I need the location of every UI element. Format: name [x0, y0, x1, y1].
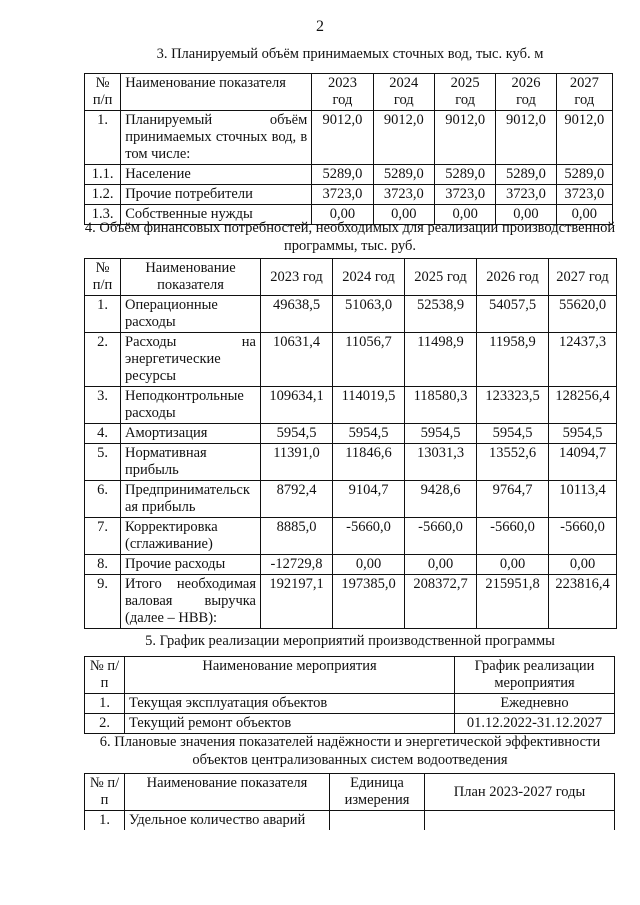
value-cell: -5660,0 [477, 518, 549, 555]
value-cell: 3723,0 [434, 185, 495, 205]
row-name: Расходы на энергетические ресурсы [121, 333, 261, 387]
value-cell: 9104,7 [333, 481, 405, 518]
section3-title: 3. Планируемый объём принимаемых сточных вод, тыс. куб. м [156, 46, 544, 62]
header-cell: № п/п [85, 74, 121, 111]
row-name: Прочие расходы [121, 555, 261, 575]
value-cell: 3723,0 [556, 185, 612, 205]
value-cell: 0,00 [333, 555, 405, 575]
value-cell: 55620,0 [549, 296, 617, 333]
row-number: 1. [85, 296, 121, 333]
value-cell: 5954,5 [477, 424, 549, 444]
value-cell: 9012,0 [434, 111, 495, 165]
table-header-row [85, 74, 613, 111]
table-row [85, 185, 613, 205]
row-name: Население [121, 165, 312, 185]
value-cell: 5289,0 [496, 165, 556, 185]
table-header-row [85, 259, 617, 296]
header-cell: 2023 год [312, 74, 373, 111]
value-cell: 3723,0 [496, 185, 556, 205]
row-number: 2. [85, 333, 121, 387]
row-number: 1. [85, 694, 125, 714]
value-cell: 3723,0 [312, 185, 373, 205]
header-cell: 2027 год [556, 74, 612, 111]
row-number: 7. [85, 518, 121, 555]
table-row [85, 111, 613, 165]
value-cell: 12437,3 [549, 333, 617, 387]
table-row [85, 555, 617, 575]
header-cell: 2025 год [434, 74, 495, 111]
header-cell: № п/п [85, 657, 125, 694]
value-cell: 11498,9 [405, 333, 477, 387]
value-cell: 5289,0 [373, 165, 434, 185]
value-cell: 9012,0 [556, 111, 612, 165]
section6-title: 6. Плановые значения показателей надёжности и энергетической эффективности объектов централизованных систем водоотведения [99, 734, 601, 768]
header-cell: Наименование показателя [125, 774, 330, 811]
section4-title: 4. Объём финансовых потребностей, необходимых для реализации производственной программы, тыс. руб. [84, 220, 616, 254]
row-number: 8. [85, 555, 121, 575]
table-row [85, 424, 617, 444]
row-number: 1. [85, 811, 125, 831]
value-cell: 51063,0 [333, 296, 405, 333]
schedule-cell: 01.12.2022-31.12.2027 [455, 714, 615, 734]
value-cell: 109634,1 [261, 387, 333, 424]
header-cell: 2026 год [477, 259, 549, 296]
row-number: 5. [85, 444, 121, 481]
row-name: Удельное количество аварий [125, 811, 330, 831]
header-cell: Наименование показателя [121, 74, 312, 111]
value-cell: -5660,0 [405, 518, 477, 555]
section5-table [84, 656, 615, 734]
header-cell: 2024 год [333, 259, 405, 296]
header-cell: Единица измерения [330, 774, 425, 811]
value-cell: -5660,0 [333, 518, 405, 555]
header-cell: № п/п [85, 774, 125, 811]
value-cell: 13552,6 [477, 444, 549, 481]
value-cell: 49638,5 [261, 296, 333, 333]
section5-title: 5. График реализации мероприятий производственной программы [145, 633, 555, 649]
table-header-row [85, 657, 615, 694]
header-cell: Наименование мероприятия [125, 657, 455, 694]
value-cell: 11056,7 [333, 333, 405, 387]
header-cell: № п/п [85, 259, 121, 296]
table-row [85, 694, 615, 714]
table-row [85, 518, 617, 555]
value-cell: 192197,1 [261, 575, 333, 629]
value-cell: -5660,0 [549, 518, 617, 555]
row-number: 4. [85, 424, 121, 444]
header-cell: 2027 год [549, 259, 617, 296]
section4-table [84, 258, 617, 629]
value-cell: 0,00 [405, 555, 477, 575]
row-number: 2. [85, 714, 125, 734]
value-cell: 0,00 [549, 555, 617, 575]
value-cell: 5954,5 [405, 424, 477, 444]
schedule-cell: Ежедневно [455, 694, 615, 714]
table-row [85, 444, 617, 481]
value-cell: 223816,4 [549, 575, 617, 629]
table-row [85, 387, 617, 424]
table-header-row [85, 774, 615, 811]
header-cell: График реализации мероприятия [455, 657, 615, 694]
value-cell: 9012,0 [496, 111, 556, 165]
section6-table [84, 773, 615, 830]
value-cell: 0,00 [496, 205, 556, 225]
value-cell: 8792,4 [261, 481, 333, 518]
value-cell: 5954,5 [549, 424, 617, 444]
value-cell: 114019,5 [333, 387, 405, 424]
table-row [85, 811, 615, 831]
value-cell: 11391,0 [261, 444, 333, 481]
value-cell: 5954,5 [333, 424, 405, 444]
row-number: 1.1. [85, 165, 121, 185]
row-name: Планируемый объём принимаемых сточных вод, в том числе: [121, 111, 312, 165]
value-cell: 3723,0 [373, 185, 434, 205]
value-cell: 8885,0 [261, 518, 333, 555]
value-cell: 208372,7 [405, 575, 477, 629]
row-number: 1.3. [85, 205, 121, 225]
value-cell: 0,00 [556, 205, 612, 225]
row-name: Нормативная прибыль [121, 444, 261, 481]
value-cell: 52538,9 [405, 296, 477, 333]
table-row [85, 165, 613, 185]
value-cell: 13031,3 [405, 444, 477, 481]
table-row [85, 575, 617, 629]
table-row [85, 481, 617, 518]
value-cell: 0,00 [477, 555, 549, 575]
row-number: 6. [85, 481, 121, 518]
table-row [85, 714, 615, 734]
value-cell: 128256,4 [549, 387, 617, 424]
value-cell: 5289,0 [312, 165, 373, 185]
header-cell: 2025 год [405, 259, 477, 296]
value-cell: 118580,3 [405, 387, 477, 424]
row-name: Предпринимательская прибыль [121, 481, 261, 518]
value-cell: 11846,6 [333, 444, 405, 481]
page-number: 2 [316, 18, 324, 35]
row-name: Амортизация [121, 424, 261, 444]
value-cell: 10113,4 [549, 481, 617, 518]
table-row [85, 333, 617, 387]
section3-table [84, 73, 613, 225]
row-name: Текущий ремонт объектов [125, 714, 455, 734]
row-name: Операционные расходы [121, 296, 261, 333]
header-cell: 2024 год [373, 74, 434, 111]
value-cell: -12729,8 [261, 555, 333, 575]
value-cell: 9428,6 [405, 481, 477, 518]
value-cell: 215951,8 [477, 575, 549, 629]
row-number: 9. [85, 575, 121, 629]
row-name: Итого необходимая валовая выручка (далее – НВВ): [121, 575, 261, 629]
row-name: Текущая эксплуатация объектов [125, 694, 455, 714]
value-cell: 5954,5 [261, 424, 333, 444]
value-cell: 11958,9 [477, 333, 549, 387]
value-cell: 123323,5 [477, 387, 549, 424]
row-number: 3. [85, 387, 121, 424]
row-name: Неподконтрольные расходы [121, 387, 261, 424]
row-name: Собственные нужды [121, 205, 312, 225]
value-cell: 54057,5 [477, 296, 549, 333]
plan-cell [425, 811, 615, 831]
row-number: 1.2. [85, 185, 121, 205]
header-cell: План 2023-2027 годы [425, 774, 615, 811]
value-cell: 10631,4 [261, 333, 333, 387]
value-cell: 5289,0 [556, 165, 612, 185]
value-cell: 5289,0 [434, 165, 495, 185]
header-cell: Наименование показателя [121, 259, 261, 296]
header-cell: 2026 год [496, 74, 556, 111]
value-cell: 197385,0 [333, 575, 405, 629]
row-number: 1. [85, 111, 121, 165]
value-cell: 9764,7 [477, 481, 549, 518]
value-cell: 9012,0 [373, 111, 434, 165]
value-cell: 0,00 [434, 205, 495, 225]
row-name: Корректировка (сглаживание) [121, 518, 261, 555]
table-row [85, 296, 617, 333]
value-cell: 0,00 [312, 205, 373, 225]
header-cell: 2023 год [261, 259, 333, 296]
value-cell: 14094,7 [549, 444, 617, 481]
value-cell: 0,00 [373, 205, 434, 225]
value-cell: 9012,0 [312, 111, 373, 165]
row-name: Прочие потребители [121, 185, 312, 205]
unit-cell [330, 811, 425, 831]
